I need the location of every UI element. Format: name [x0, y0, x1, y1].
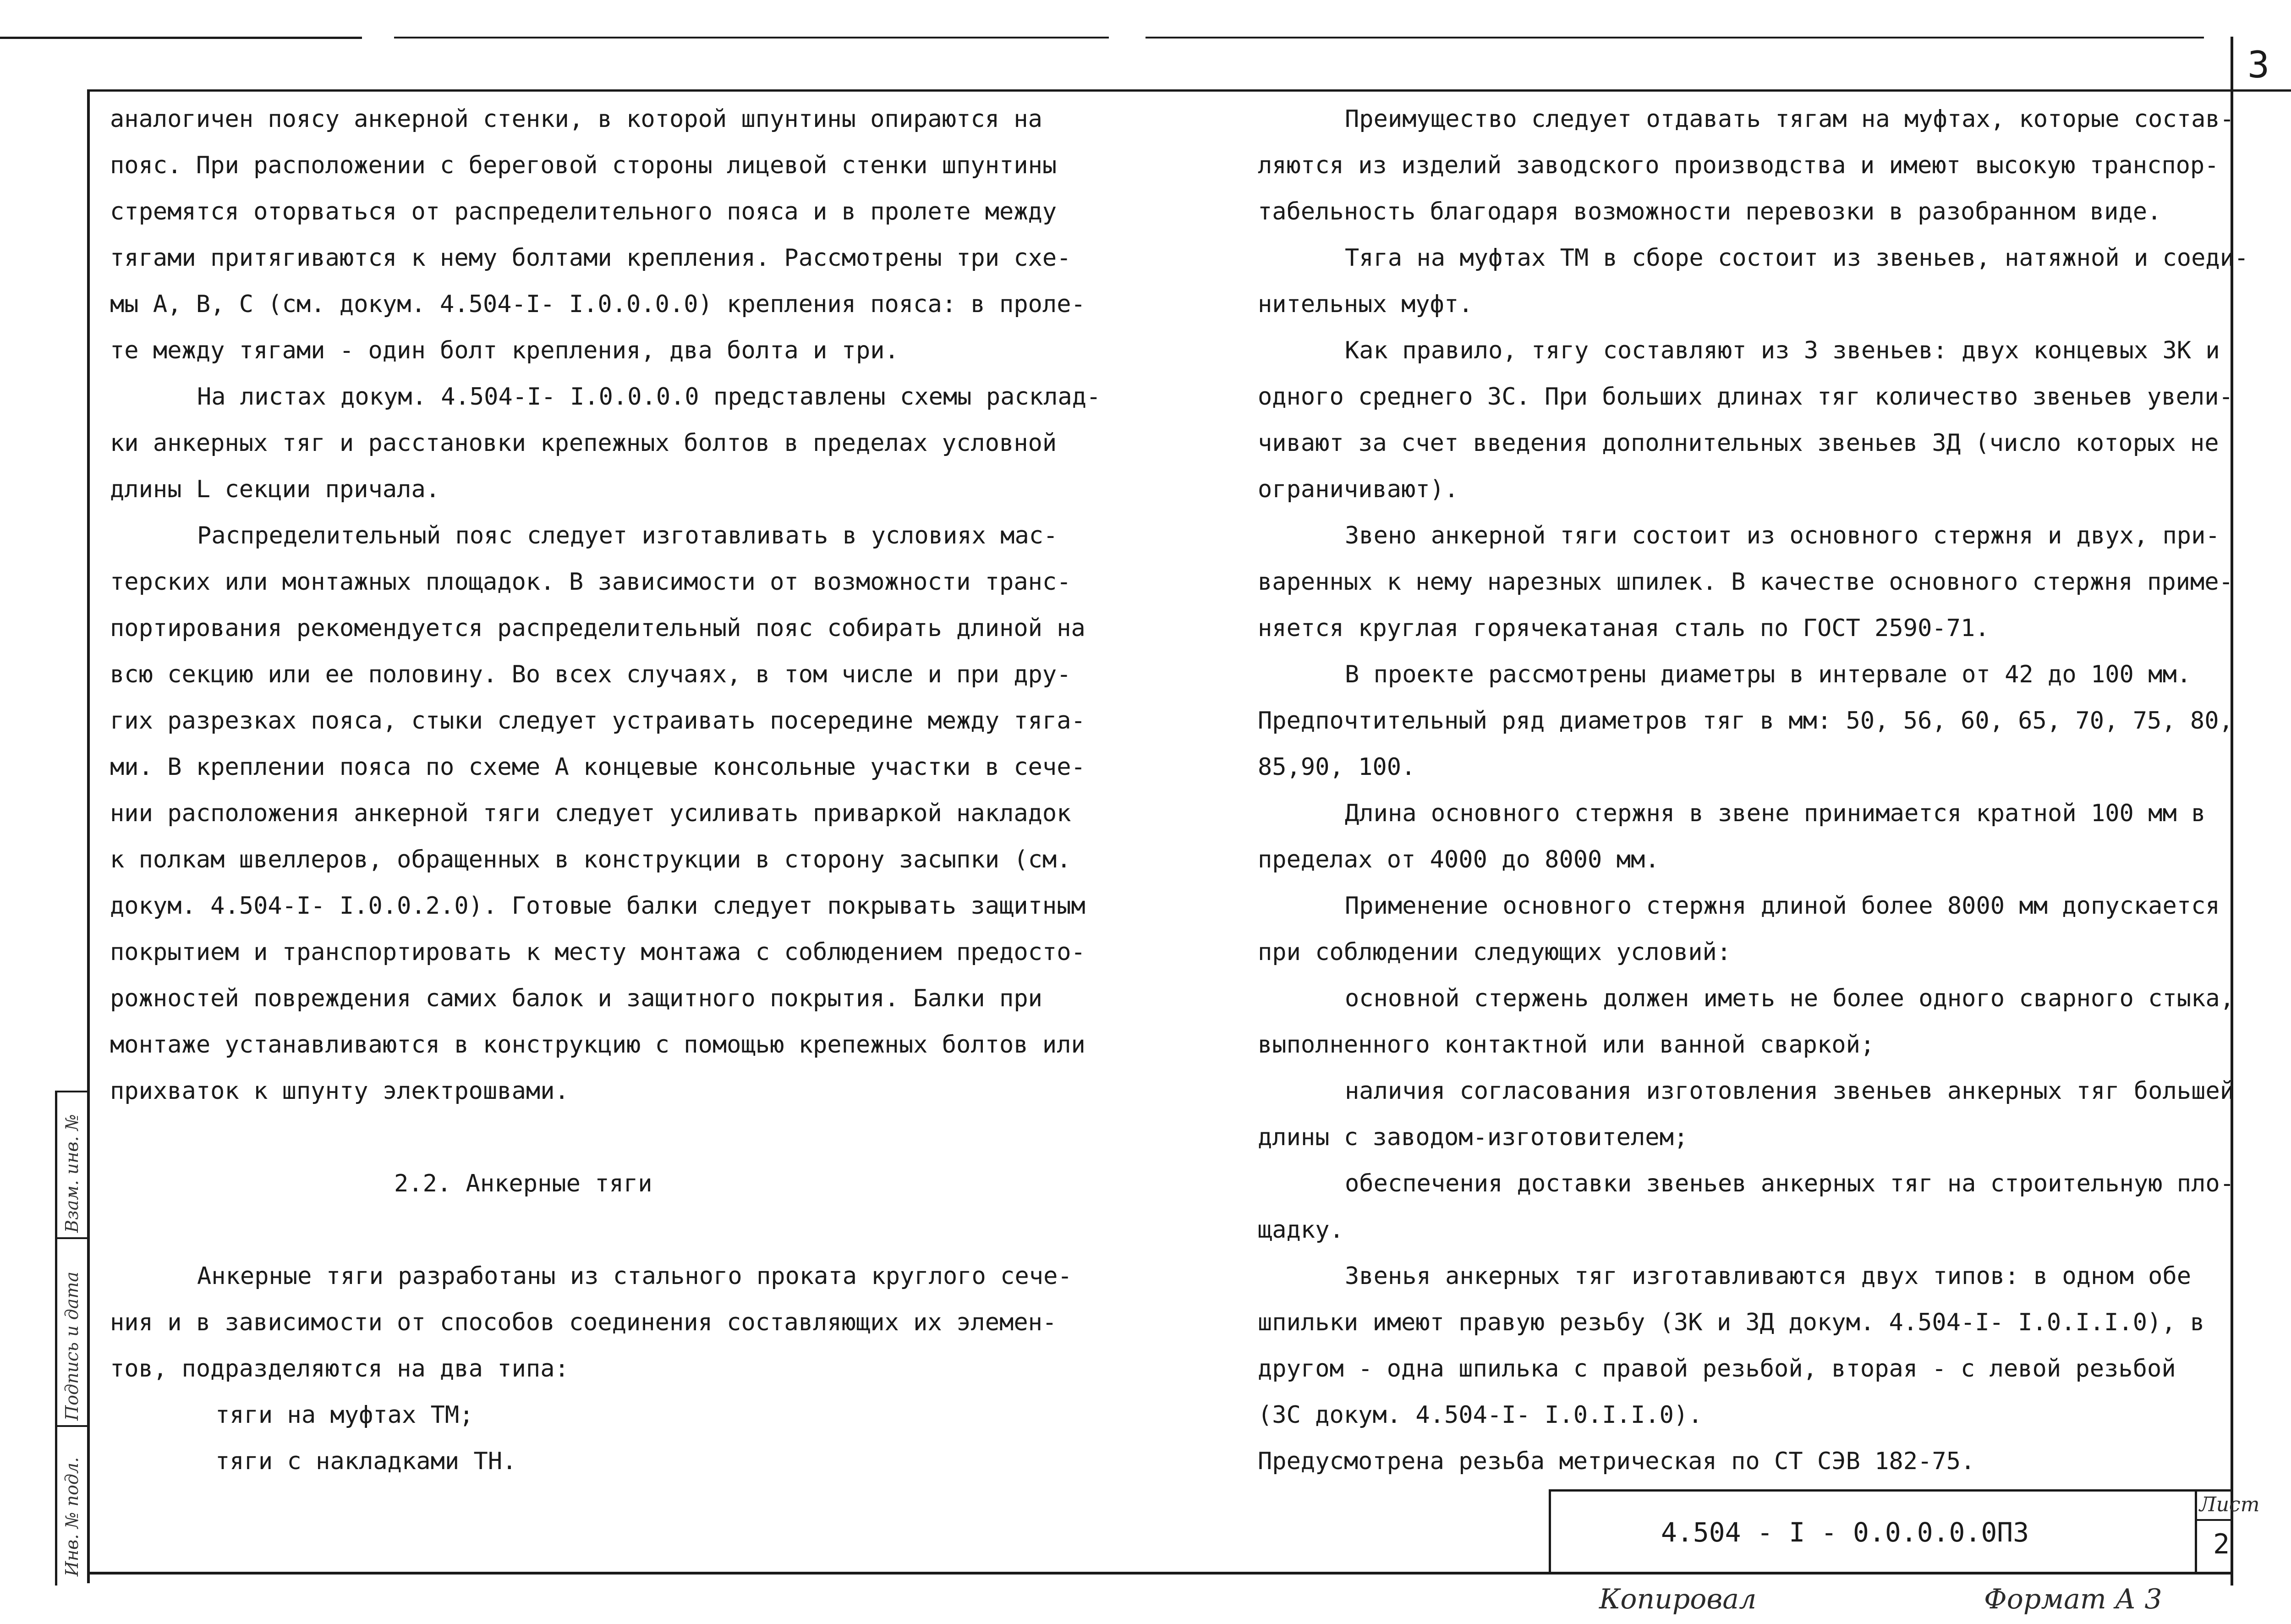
- text-line: обеспечения доставки звеньев анкерных тяг на строительную пло-: [1345, 1170, 2235, 1197]
- text-line: тягами притягиваются к нему болтами крепления. Рассмотрены три схе-: [110, 244, 1071, 272]
- document-designation: 4.504 - I - 0.0.0.0.0ПЗ: [1661, 1517, 2029, 1548]
- top-border: [1146, 37, 2204, 38]
- left-column: [110, 96, 1101, 1485]
- text-line: длины L секции причала.: [110, 476, 440, 503]
- text-line: докум. 4.504-I- I.0.0.2.0). Готовые балки следует покрывать защитным: [110, 892, 1085, 920]
- text-line: основной стержень должен иметь не более одного сварного стыка,: [1345, 985, 2235, 1012]
- text-line: В проекте рассмотрены диаметры в интервале от 42 до 100 мм.: [1345, 661, 2192, 688]
- text-line: чивают за счет введения дополнительных звеньев ЗД (число которых не: [1258, 429, 2219, 457]
- stamp-sign-date: Подпись и дата: [62, 1271, 82, 1421]
- text-line: гих разрезках пояса, стыки следует устраивать посередине между тяга-: [110, 707, 1085, 735]
- list-item: тяги с накладками ТН.: [215, 1448, 517, 1475]
- frame-top: [87, 89, 2231, 92]
- text-line: нительных муфт.: [1258, 291, 1473, 318]
- side-stamp-border: [55, 1425, 89, 1427]
- text-line: одного среднего ЗС. При больших длинах тяг количество звеньев увели-: [1258, 383, 2233, 411]
- text-line: портирования рекомендуется распределительный пояс собирать длиной на: [110, 614, 1085, 642]
- text-line: ляются из изделий заводского производства и имеют высокую транспор-: [1258, 152, 2219, 179]
- sheet-number: 2: [2213, 1528, 2230, 1560]
- text-line: Звенья анкерных тяг изготавливаются двух типов: в одном обе: [1345, 1262, 2192, 1290]
- text-line: пределах от 4000 до 8000 мм.: [1258, 846, 1660, 873]
- text-line: стремятся оторваться от распределительного пояса и в пролете между: [110, 198, 1057, 225]
- text-line: аналогичен поясу анкерной стенки, в которой шпунтины опираются на: [110, 105, 1042, 133]
- list-item: тяги на муфтах ТМ;: [215, 1401, 474, 1429]
- text-line: Звено анкерной тяги состоит из основного стержня и двух, при-: [1345, 522, 2220, 549]
- title-block-border: [1549, 1489, 2231, 1492]
- text-line: табельность благодаря возможности перевозки в разобранном виде.: [1258, 198, 2162, 225]
- text-line: при соблюдении следующих условий:: [1258, 938, 1732, 966]
- text-line: тов, подразделяются на два типа:: [110, 1355, 569, 1383]
- format: Формат А 3: [1984, 1583, 2162, 1615]
- text-line: другом - одна шпилька с правой резьбой, вторая - с левой резьбой: [1258, 1355, 2176, 1383]
- text-line: 85,90, 100.: [1258, 753, 1416, 781]
- copied-by: Копировал: [1599, 1583, 1757, 1615]
- text-line: ки анкерных тяг и расстановки крепежных болтов в пределах условной: [110, 429, 1057, 457]
- text-line: Тяга на муфтах ТМ в сборе состоит из звеньев, натяжной и соеди-: [1345, 244, 2249, 272]
- text-line: ограничивают).: [1258, 476, 1459, 503]
- text-line: Применение основного стержня длиной более 8000 мм допускается: [1345, 892, 2220, 920]
- text-line: (ЗС докум. 4.504-I- I.0.I.I.0).: [1258, 1401, 1703, 1429]
- text-line: няется круглая горячекатаная сталь по ГОСТ 2590-71.: [1258, 614, 1990, 642]
- section-heading: 2.2. Анкерные тяги: [394, 1170, 652, 1197]
- text-line: рожностей повреждения самих балок и защитного покрытия. Балки при: [110, 985, 1042, 1012]
- text-line: ми. В креплении пояса по схеме А концевые консольные участки в сече-: [110, 753, 1085, 781]
- text-line: прихваток к шпунту электрошвами.: [110, 1077, 569, 1105]
- text-line: пояс. При расположении с береговой стороны лицевой стенки шпунтины: [110, 152, 1057, 179]
- text-line: шпильки имеют правую резьбу (ЗК и ЗД докум. 4.504-I- I.0.I.I.0), в: [1258, 1309, 2205, 1336]
- stamp-replace-inv: Взам. инв. №: [62, 1114, 82, 1233]
- text-line: к полкам швеллеров, обращенных в конструкции в сторону засыпки (см.: [110, 846, 1071, 873]
- text-line: щадку.: [1258, 1216, 1344, 1244]
- text-line: Преимущество следует отдавать тягам на муфтах, которые состав-: [1345, 105, 2235, 133]
- text-line: всю секцию или ее половину. Во всех случаях, в том числе и при дру-: [110, 661, 1071, 688]
- text-line: Анкерные тяги разработаны из стального проката круглого сече-: [197, 1262, 1072, 1290]
- text-line: длины с заводом-изготовителем;: [1258, 1124, 1688, 1151]
- text-line: мы А, В, С (см. докум. 4.504-I- I.0.0.0.0) крепления пояса: в проле-: [110, 291, 1085, 318]
- text-line: Как правило, тягу составляют из 3 звеньев: двух концевых ЗК и: [1345, 337, 2220, 364]
- side-stamp-border: [55, 1237, 89, 1239]
- frame-bottom: [87, 1572, 2233, 1575]
- text-line: Распределительный пояс следует изготавливать в условиях мас-: [197, 522, 1058, 549]
- text-line: Предпочтительный ряд диаметров тяг в мм: 50, 56, 60, 65, 70, 75, 80,: [1258, 707, 2233, 735]
- text-line: монтаже устанавливаются в конструкцию с помощью крепежных болтов или: [110, 1031, 1085, 1059]
- side-stamp-border: [55, 1091, 57, 1586]
- side-stamp-border: [55, 1091, 89, 1092]
- text-line: нии расположения анкерной тяги следует усиливать приваркой накладок: [110, 800, 1071, 827]
- text-line: наличия согласования изготовления звеньев анкерных тяг большей: [1345, 1077, 2235, 1105]
- frame-left: [87, 89, 90, 1583]
- title-block-border: [2195, 1489, 2197, 1574]
- page-num-box: [2231, 89, 2291, 92]
- sheet-label: Лист: [2199, 1493, 2260, 1516]
- top-border: [394, 37, 1109, 38]
- text-line: покрытием и транспортировать к месту монтажа с соблюдением предосто-: [110, 938, 1085, 966]
- text-line: варенных к нему нарезных шпилек. В качестве основного стержня приме-: [1258, 568, 2233, 596]
- top-border: [0, 37, 362, 39]
- text-line: ния и в зависимости от способов соединения составляющих их элемен-: [110, 1309, 1057, 1336]
- text-line: Длина основного стержня в звене принимается кратной 100 мм в: [1345, 800, 2206, 827]
- text-line: Предусмотрена резьба метрическая по СТ СЭВ 182-75.: [1258, 1448, 1975, 1475]
- title-block-border: [2195, 1519, 2231, 1521]
- stamp-inv-no: Инв. № подл.: [62, 1457, 82, 1576]
- text-line: те между тягами - один болт крепления, два болта и три.: [110, 337, 899, 364]
- text-line: На листах докум. 4.504-I- I.0.0.0.0 представлены схемы расклад-: [197, 383, 1101, 411]
- text-line: терских или монтажных площадок. В зависимости от возможности транс-: [110, 568, 1071, 596]
- title-block-border: [1549, 1489, 1551, 1574]
- page-number: 3: [2247, 44, 2270, 86]
- right-column: [1258, 96, 2248, 1485]
- text-line: выполненного контактной или ванной сваркой;: [1258, 1031, 1875, 1059]
